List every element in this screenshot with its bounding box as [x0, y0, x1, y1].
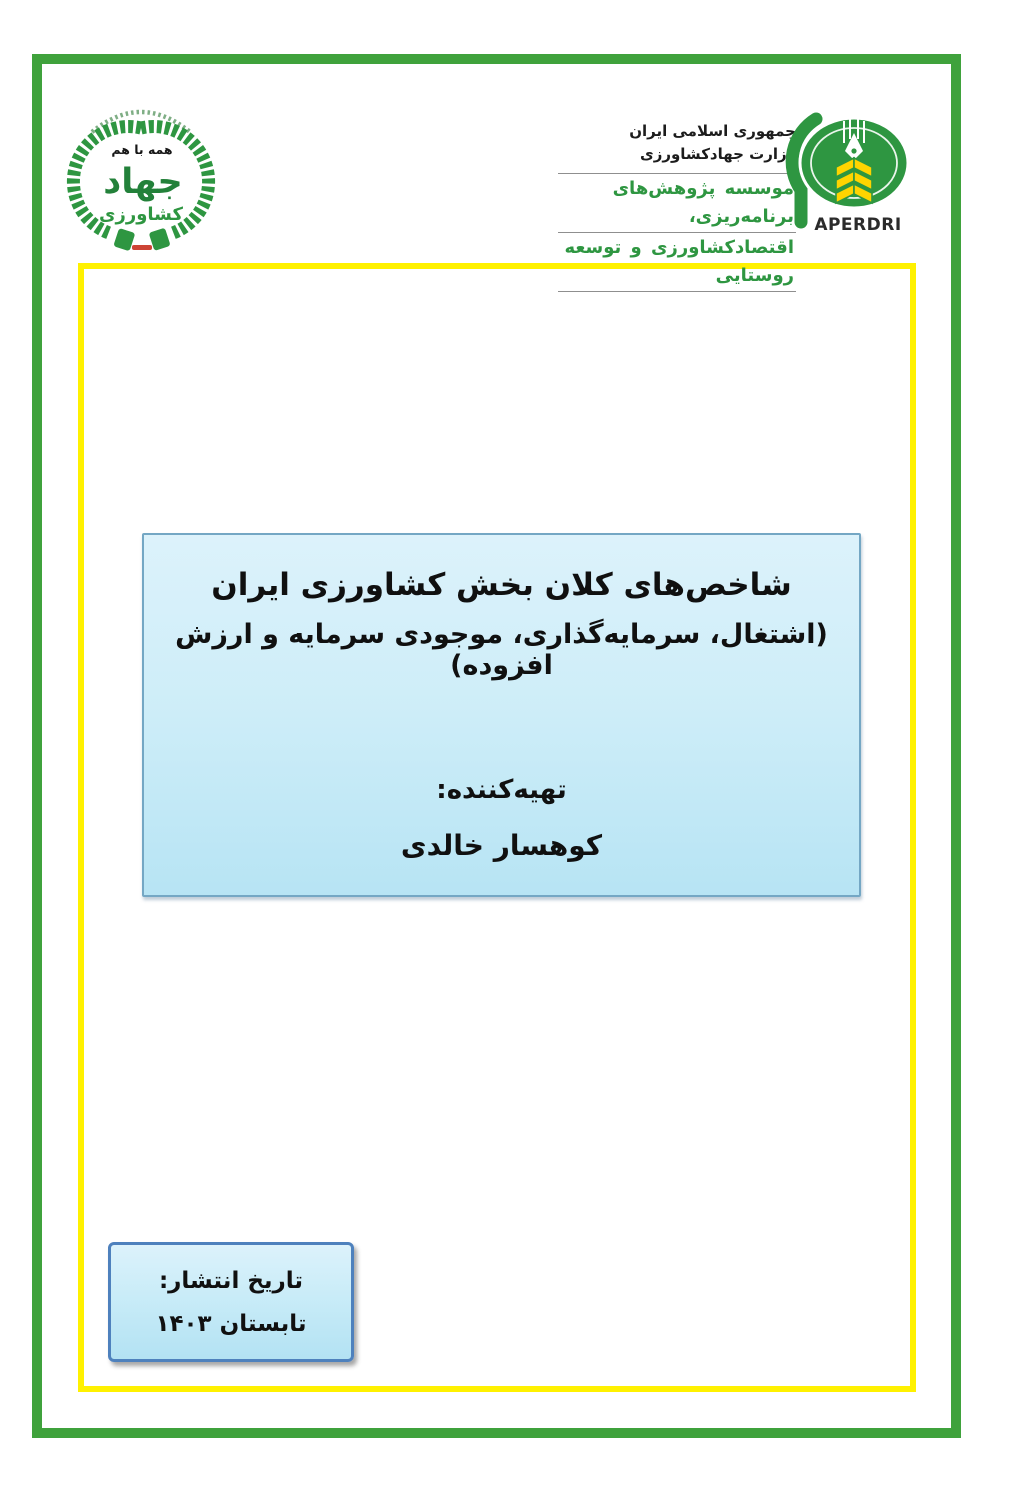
aperdri-label: APERDRI [814, 215, 902, 235]
jahad-title-text: جهاد [103, 162, 183, 202]
title-box [142, 533, 861, 897]
government-line-1: جمهوری اسلامی ایران [629, 122, 796, 140]
founding-year-mark [132, 245, 152, 250]
government-line-2: وزارت جهادکشاورزی [639, 145, 796, 163]
wheat-wreath-icon [66, 90, 218, 262]
jahad-motto-text: همه با هم [111, 142, 173, 157]
report-title-line-2: (اشتغال، سرمایه‌گذاری، موجودی سرمایه و ارزش افزوده) [175, 619, 828, 681]
aperdri-logo [784, 106, 924, 240]
publish-date-box [108, 1242, 354, 1362]
ministry-header [558, 120, 796, 292]
report-title-line-1: شاخص‌های کلان بخش کشاورزی ایران [211, 567, 792, 603]
institute-name-block [558, 173, 796, 292]
jahad-subtitle-text: کشاورزی [99, 204, 183, 225]
prepared-by-label: تهیه‌کننده: [436, 775, 567, 805]
publish-date-label: تاریخ انتشار: [158, 1267, 304, 1294]
institute-line-2: اقتصادکشاورزی و توسعه روستایی [558, 233, 796, 292]
aperdri-emblem-icon [784, 106, 924, 240]
institute-line-1: موسسه پژوهش‌های برنامه‌ریزی، [558, 174, 796, 233]
jahad-keshavarzi-logo [66, 90, 218, 262]
author-name: کوهسار خالدی [400, 829, 603, 862]
publish-date-value: تابستان ۱۴۰۳ [155, 1310, 307, 1337]
